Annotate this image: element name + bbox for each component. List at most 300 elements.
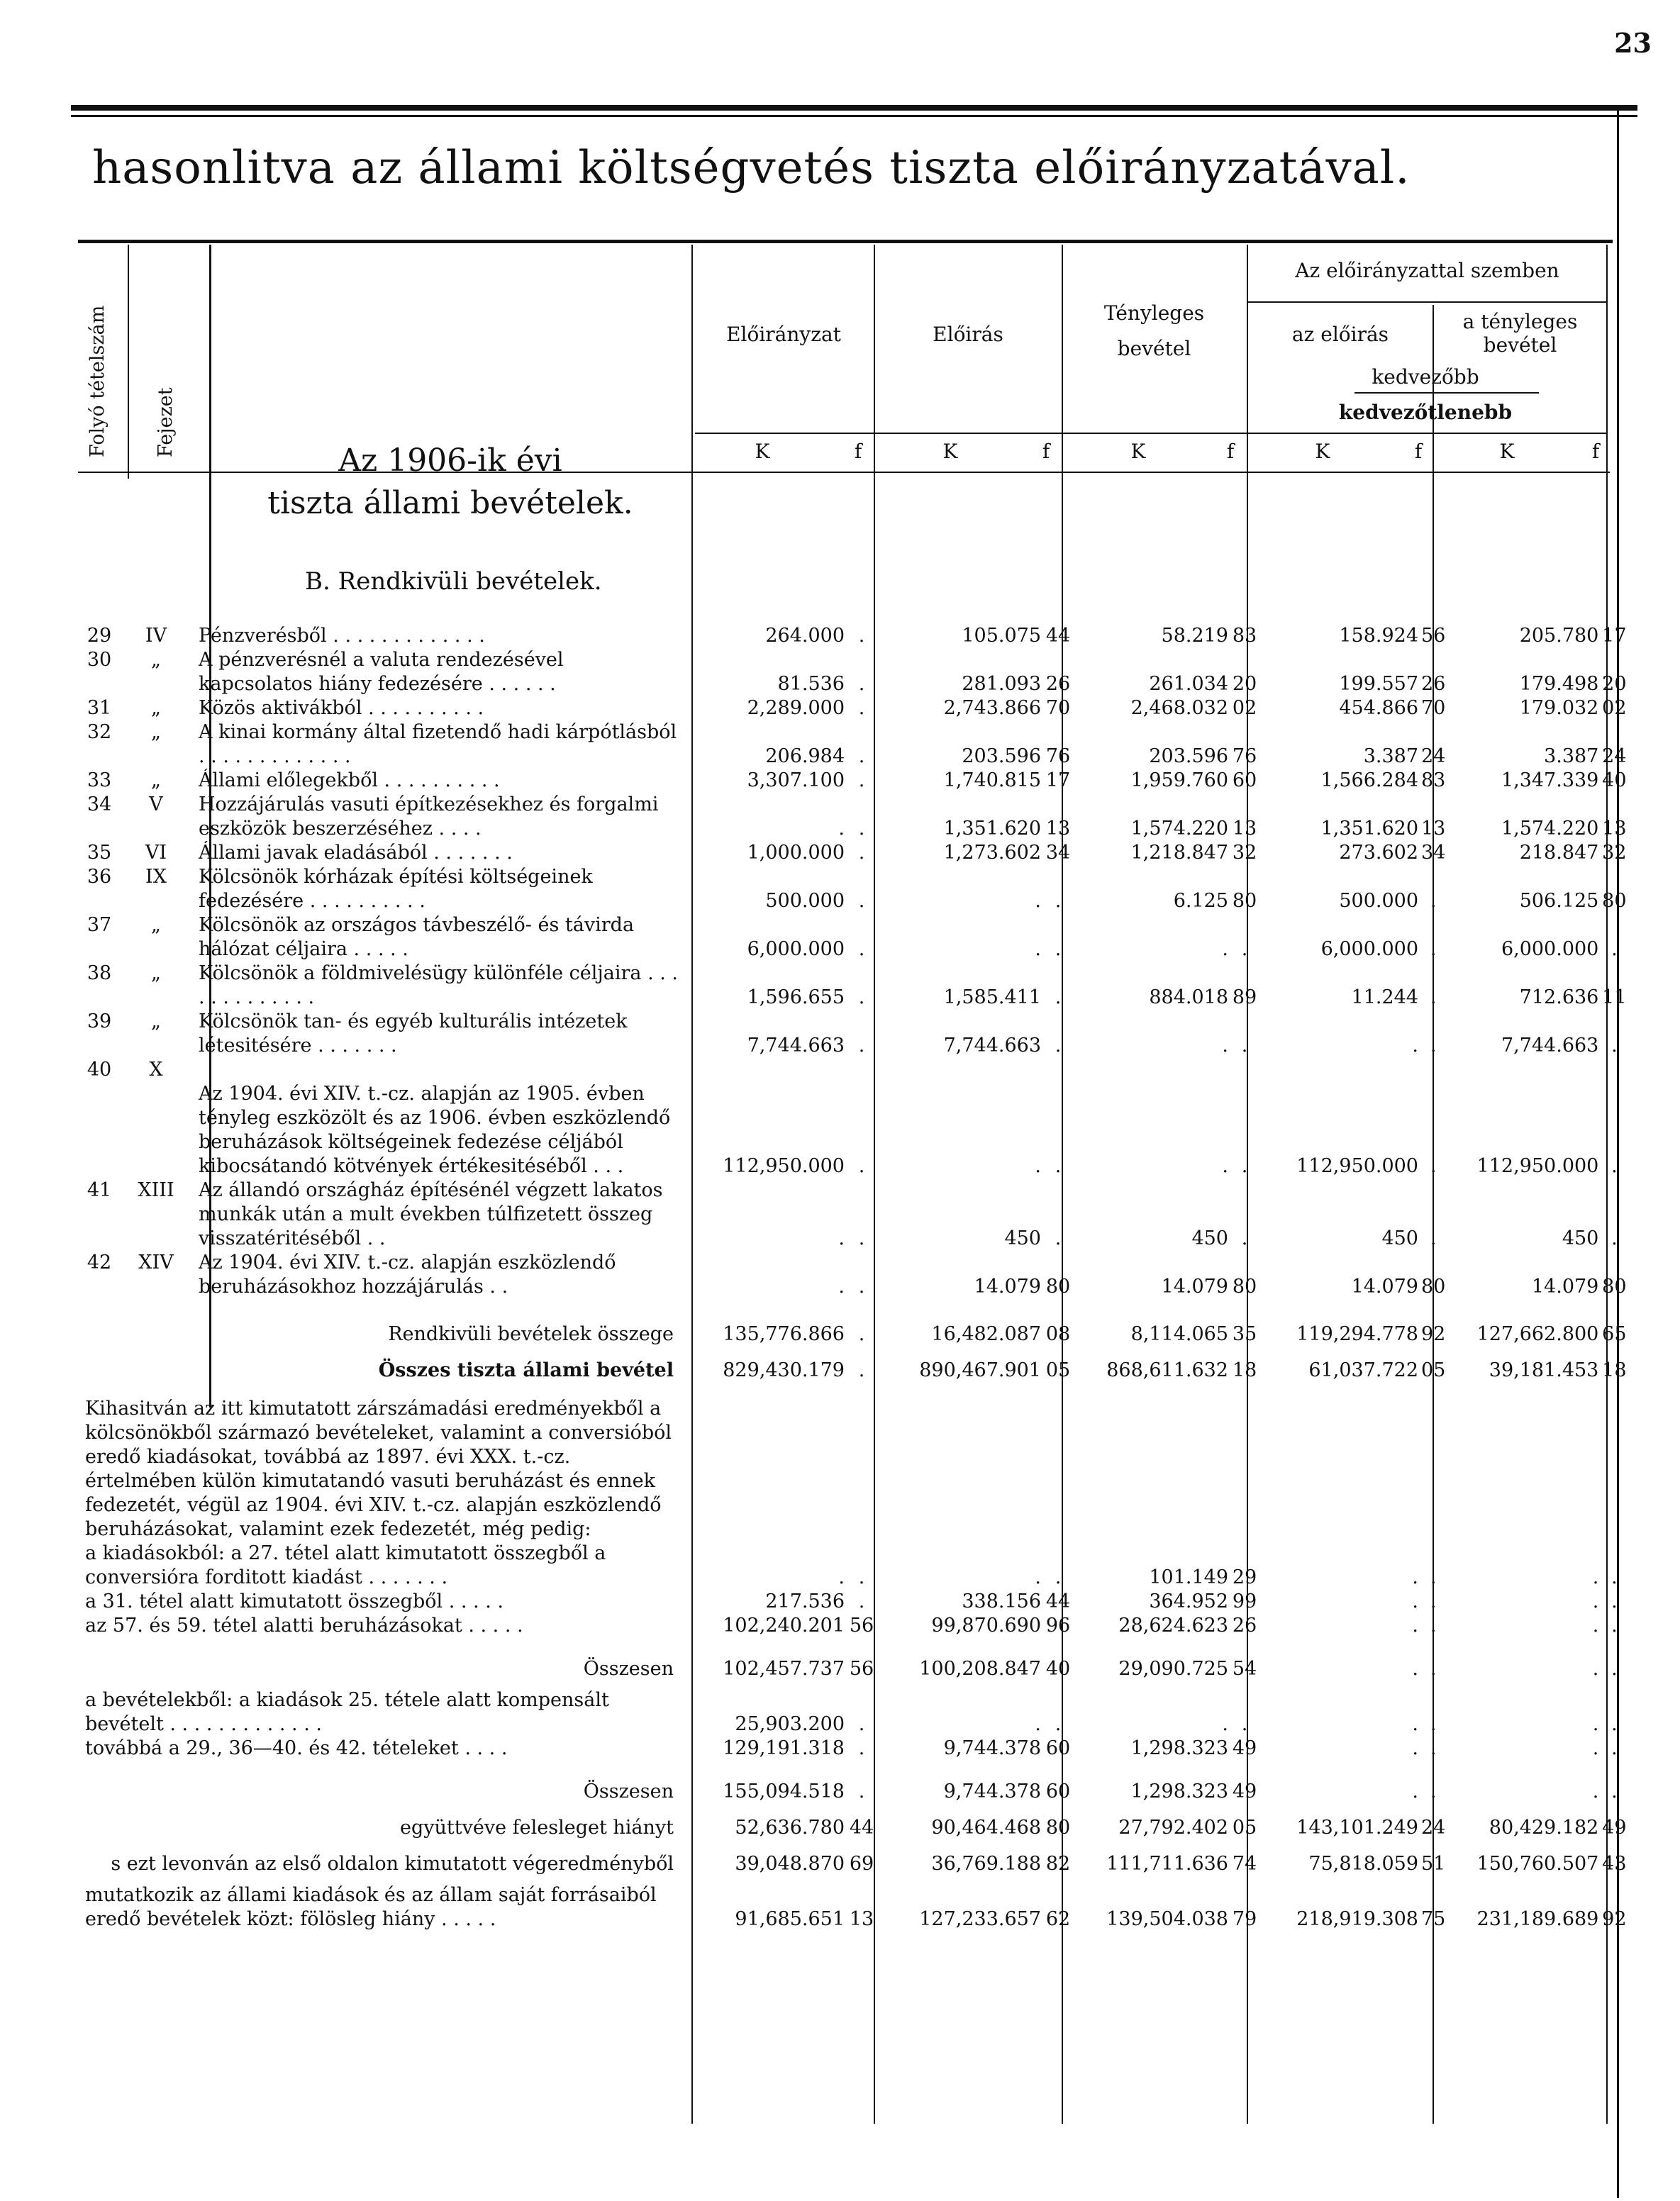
amount-korona: 155,094.518 [723,1781,845,1802]
row-number: 36 [87,866,112,888]
amount-korona: 3.387 [1544,745,1599,767]
unit-k: K [1315,440,1330,463]
page-title: hasonlitva az állami költségvetés tiszta előirányzatával. [92,142,1411,194]
amount-korona: . [1592,1658,1599,1680]
col-header-folyo: Folyó tételszám [87,305,109,457]
row-number: 41 [87,1179,112,1201]
amount-korona: 450 [1381,1227,1418,1249]
unit-f: f [854,440,862,463]
amount-korona: . [1412,1566,1418,1588]
amount-korona: 231,189.689 [1476,1908,1599,1930]
table-row [78,962,1627,1010]
amount-filler: 92 [1421,1323,1446,1345]
row-chapter: VI [145,842,167,864]
amount-filler: 43 [1602,1853,1627,1875]
amount-filler: . [1611,1035,1618,1057]
section-title: tiszta állami bevételek. [267,485,633,521]
summary-label: Rendkivüli bevételek összege [388,1323,674,1345]
amount-korona: 16,482.087 [931,1323,1041,1345]
amount-korona: 61,037.722 [1308,1359,1418,1381]
group-rule [1248,301,1606,303]
amount-filler: . [1611,1590,1618,1612]
amount-korona: 712.636 [1519,986,1599,1008]
total-row [78,1347,1627,1383]
amount-filler: 80 [1421,1276,1446,1298]
unit-k: K [1499,440,1515,463]
row-description: A pénzverésnél a valuta rendezésével kapcsolatos hiány fedezésére . . . . . . [199,649,564,695]
amount-filler: 70 [1045,697,1071,719]
amount-korona: 99,870.690 [931,1615,1041,1637]
amount-korona: . [1222,1155,1228,1177]
amount-filler: 49 [1232,1737,1257,1759]
notes-intro-row [78,1397,1627,1542]
amount-filler: . [858,1359,865,1381]
spacer-cell [78,1383,1627,1397]
amount-korona: 829,430.179 [723,1359,845,1381]
row-description: Az 1904. évi XIV. t.-cz. alapján az 1905. évben tényleg eszközölt és az 1906. évben eszközlendő beruházások költségeinek fedezése céljából kibocsátandó kötvények értékesitéséből . . . [199,1083,671,1177]
amount-filler: . [858,1323,865,1345]
amount-filler: . [1430,938,1437,960]
amount-korona: 25,903.200 [735,1713,845,1735]
kedvezotlenebb-label: kedvezőtlenebb [1338,401,1513,424]
amount-korona: 1,273.602 [943,842,1041,864]
amount-korona: . [1035,1155,1041,1177]
subsection-title: B. Rendkivüli bevételek. [305,567,602,596]
row-number: 33 [87,769,112,791]
empty-cell [1231,1397,1258,1542]
summary-label: a kiadásokból: a 27. tétel alatt kimutatott összegből a conversióra forditott kiadást . . . . . . . [85,1542,606,1588]
summary-label: Összes tiszta állami bevétel [378,1359,674,1381]
amount-filler: . [858,673,865,695]
empty-cell [1601,1397,1627,1542]
amount-filler: . [858,986,865,1008]
amount-korona: 500.000 [765,890,845,912]
summary-label: Összesen [583,1658,674,1680]
kedvezobb-rule [1354,392,1539,394]
levonvan-row [78,1840,1627,1876]
amount-filler: . [858,1566,865,1588]
amount-filler: 13 [1232,818,1257,840]
amount-filler: 29 [1232,1566,1257,1588]
amount-korona: 1,351.620 [1320,818,1418,840]
amount-filler: 60 [1232,769,1257,791]
table-row [78,865,1627,913]
col-header-eloiras: Előirás [933,323,1003,346]
amount-filler: 34 [1045,842,1071,864]
row-number: 37 [87,914,112,936]
amount-korona: 28,624.623 [1118,1615,1228,1637]
spacer-cell [78,1876,1627,1883]
amount-korona: 500.000 [1339,890,1418,912]
spacer-cell [78,1761,1627,1768]
amount-korona: 890,467.901 [919,1359,1041,1381]
amount-korona: . [1412,1035,1418,1057]
amount-filler: . [858,1713,865,1735]
amount-korona: . [1592,1781,1599,1802]
amount-korona: 217.536 [765,1590,845,1612]
amount-filler: . [1430,1227,1437,1249]
col-header-fejezet: Fejezet [155,387,177,457]
amount-filler: 20 [1602,673,1627,695]
table-row [78,648,1627,696]
row-chapter: „ [151,1010,161,1032]
amount-filler: 13 [849,1908,874,1930]
amount-korona: . [1412,1713,1418,1735]
revenue-table [78,624,1627,1932]
amount-korona: 90,464.468 [931,1817,1041,1839]
amount-filler: . [1430,986,1437,1008]
unit-rule [695,433,1606,434]
amount-filler: 13 [1045,818,1071,840]
bevetel-row [78,1688,1627,1737]
row-description: Az állandó országház építésénél végzett lakatos munkák után a mult években túlfizetett összeg visszatéritéséből . . [199,1179,663,1249]
amount-korona: 119,294.778 [1296,1323,1418,1345]
header-top-rule [78,240,1613,243]
amount-korona: 75,818.059 [1308,1853,1418,1875]
amount-filler: 40 [1602,769,1627,791]
amount-korona: 2,289.000 [747,697,845,719]
amount-filler: 79 [1232,1908,1257,1930]
amount-korona: 179.032 [1519,697,1599,719]
mutatkozik-row [78,1883,1627,1932]
amount-korona: 1,574.220 [1501,818,1599,840]
amount-filler: . [1611,1615,1618,1637]
amount-filler: . [1430,1035,1437,1057]
amount-filler: 82 [1045,1853,1071,1875]
amount-korona: 3.387 [1363,745,1418,767]
col-group-header: Az előirányzattal szemben [1295,259,1559,282]
amount-korona: . [1035,938,1041,960]
amount-filler: . [858,1035,865,1057]
row-description: Állami előlegekből . . . . . . . . . . [199,769,500,791]
row-description: A kinai kormány által fizetendő hadi kárpótlásból . . . . . . . . . . . . . [199,721,677,767]
amount-filler: 26 [1232,1615,1257,1637]
row-description: Kölcsönök kórházak építési költségeinek fedezésére . . . . . . . . . . [199,866,593,912]
amount-korona: 1,596.655 [747,986,845,1008]
amount-filler: 60 [1045,1737,1071,1759]
amount-filler: 26 [1045,673,1071,695]
amount-korona: 450 [1191,1227,1228,1249]
amount-korona: 2,743.866 [943,697,1041,719]
empty-cell [1044,1397,1072,1542]
row-number: 35 [87,842,112,864]
amount-korona: 1,347.339 [1501,769,1599,791]
amount-korona: 203.596 [962,745,1041,767]
amount-filler: 02 [1602,697,1627,719]
amount-filler: 80 [1045,1817,1071,1839]
table-row [78,793,1627,841]
amount-korona: 14.079 [1351,1276,1418,1298]
amount-filler: . [1055,1713,1062,1735]
amount-filler: . [858,1227,865,1249]
amount-korona: 143,101.249 [1296,1817,1418,1839]
amount-korona: 29,090.725 [1118,1658,1228,1680]
amount-korona: 454.866 [1339,697,1418,719]
amount-filler: . [1430,1566,1437,1588]
row-description: Kölcsönök az országos távbeszélő- és távirda hálózat céljaira . . . . . [199,914,635,960]
row-description: Kölcsönök tan- és egyéb kulturális intézetek létesitésére . . . . . . . [199,1010,628,1057]
amount-korona: 281.093 [962,673,1041,695]
amount-filler: . [858,1276,865,1298]
amount-korona: 9,744.378 [943,1737,1041,1759]
amount-filler: 26 [1421,673,1446,695]
amount-filler: 49 [1602,1817,1627,1839]
amount-filler: 65 [1602,1323,1627,1345]
row-description: Állami javak eladásából . . . . . . . [199,842,513,864]
amount-korona: . [838,1227,845,1249]
amount-korona: 179.498 [1519,673,1599,695]
row-number: 32 [87,721,112,743]
amount-korona: 1,298.323 [1130,1737,1228,1759]
amount-korona: 8,114.065 [1130,1323,1228,1345]
amount-filler: . [1055,1566,1062,1588]
amount-korona: 14.079 [1531,1276,1599,1298]
amount-filler: 76 [1045,745,1071,767]
row-number: 38 [87,962,112,984]
spacer-row [78,1681,1627,1688]
row-chapter: „ [151,697,161,719]
spacer-row [78,1383,1627,1397]
unit-f: f [1414,440,1423,463]
amount-filler: . [858,625,865,647]
amount-filler: 18 [1232,1359,1257,1381]
amount-filler: 70 [1421,697,1446,719]
amount-filler: 08 [1045,1323,1071,1345]
empty-cell [681,1397,847,1542]
amount-filler: 20 [1232,673,1257,695]
amount-filler: 80 [1602,1276,1627,1298]
amount-korona: 206.984 [765,745,845,767]
empty-cell [1421,1397,1445,1542]
amount-filler: 44 [1045,625,1071,647]
amount-korona: . [1412,1590,1418,1612]
row-number: 40 [87,1059,112,1081]
row-chapter: IX [145,866,167,888]
amount-korona: 14.079 [974,1276,1041,1298]
amount-korona: . [1222,938,1228,960]
amount-filler: 17 [1045,769,1071,791]
amount-filler: 24 [1421,1817,1446,1839]
amount-korona: 139,504.038 [1106,1908,1228,1930]
kiadas-row [78,1590,1627,1614]
amount-korona: 127,662.800 [1476,1323,1599,1345]
amount-filler: 69 [849,1853,874,1875]
table-row [78,1058,1627,1178]
amount-korona: . [1222,1713,1228,1735]
osszesen-row [78,1645,1627,1681]
empty-cell [847,1397,876,1542]
amount-korona: 261.034 [1149,673,1228,695]
amount-filler: . [1055,986,1062,1008]
amount-korona: 1,585.411 [943,986,1041,1008]
row-description: Közös aktivákból . . . . . . . . . . [199,697,484,719]
amount-filler: 74 [1232,1853,1257,1875]
row-chapter: IV [145,625,167,647]
page-number: 23 [1614,27,1652,59]
amount-korona: 1,574.220 [1130,818,1228,840]
amount-filler: 32 [1232,842,1257,864]
amount-filler: 54 [1232,1658,1257,1680]
amount-filler: . [858,1155,865,1177]
amount-korona: . [838,1566,845,1588]
table-row [78,1010,1627,1058]
amount-filler: 76 [1232,745,1257,767]
amount-korona: 81.536 [777,673,845,695]
row-number: 30 [87,649,112,671]
amount-korona: . [1592,1590,1599,1612]
unit-k: K [1130,440,1146,463]
amount-korona: . [1035,1566,1041,1588]
table-row [78,1251,1627,1299]
amount-filler: 99 [1232,1590,1257,1612]
amount-korona: 203.596 [1149,745,1228,767]
amount-filler: 80 [1232,1276,1257,1298]
amount-korona: 218,919.308 [1296,1908,1418,1930]
amount-filler: . [1611,1713,1618,1735]
col-header-az-eloiras: az előirás [1291,323,1389,346]
unit-k: K [942,440,958,463]
amount-korona: 450 [1004,1227,1041,1249]
amount-filler: 24 [1602,745,1627,767]
amount-filler: 56 [849,1615,874,1637]
amount-korona: . [838,1276,845,1298]
amount-filler: . [858,938,865,960]
amount-filler: . [1611,1155,1618,1177]
amount-korona: 27,792.402 [1118,1817,1228,1839]
col-header-tenyleges-2: bevétel [1117,337,1191,360]
spacer-row [78,1761,1627,1768]
row-chapter: „ [151,721,161,743]
row-number: 29 [87,625,112,647]
amount-korona: 3,307.100 [747,769,845,791]
total-row [78,1310,1627,1347]
amount-filler: . [1611,938,1618,960]
amount-korona: 1,740.815 [943,769,1041,791]
amount-korona: 1,298.323 [1130,1781,1228,1802]
amount-korona: . [1412,1615,1418,1637]
table-row [78,841,1627,865]
amount-filler: 32 [1602,842,1627,864]
amount-filler: . [1430,1737,1437,1759]
row-chapter: XIII [138,1179,174,1201]
amount-filler: 17 [1602,625,1627,647]
amount-korona: 205.780 [1519,625,1599,647]
summary-label: a bevételekből: a kiadások 25. tétele alatt kompensált bevételt . . . . . . . . . . . . . [85,1689,609,1735]
table-row [78,913,1627,962]
amount-filler: . [1611,1737,1618,1759]
bevetel-row [78,1737,1627,1761]
top-rule-thick [71,105,1637,111]
amount-filler: . [1611,1658,1618,1680]
amount-korona: 105.075 [962,625,1041,647]
amount-korona: 101.149 [1149,1566,1228,1588]
amount-filler: . [1430,1781,1437,1802]
amount-filler: . [1430,1658,1437,1680]
amount-filler: . [1611,1227,1618,1249]
amount-korona: . [1592,1713,1599,1735]
amount-korona: 102,240.201 [723,1615,845,1637]
amount-korona: 1,218.847 [1130,842,1228,864]
amount-korona: 129,191.318 [723,1737,845,1759]
amount-filler: . [1055,1035,1062,1057]
amount-korona: 11.244 [1351,986,1418,1008]
amount-korona: 506.125 [1519,890,1599,912]
amount-filler: 40 [1045,1658,1071,1680]
table-row [78,624,1627,648]
amount-korona: 199.557 [1339,673,1418,695]
row-description: Az 1904. évi XIV. t.-cz. alapján eszközlendő beruházásokhoz hozzájárulás . . [199,1252,616,1298]
unit-f: f [1226,440,1235,463]
amount-filler: 24 [1421,745,1446,767]
amount-korona: 6,000.000 [1501,938,1599,960]
amount-korona: 39,181.453 [1489,1359,1599,1381]
amount-filler: . [1055,938,1062,960]
table-row [78,720,1627,769]
amount-filler: . [1055,1227,1062,1249]
amount-korona: 218.847 [1519,842,1599,864]
summary-label: s ezt levonván az első oldalon kimutatott végeredményből [111,1853,674,1875]
amount-filler: . [858,890,865,912]
unit-k: K [755,440,770,463]
amount-korona: . [1592,1737,1599,1759]
table-row [78,769,1627,793]
amount-filler: 35 [1232,1323,1257,1345]
amount-korona: . [1592,1566,1599,1588]
amount-korona: 273.602 [1339,842,1418,864]
row-number: 39 [87,1010,112,1032]
spacer-cell [78,1638,1627,1645]
egyutt-row [78,1804,1627,1840]
amount-korona: 127,233.657 [919,1908,1041,1930]
amount-korona: 52,636.780 [735,1817,845,1839]
amount-korona: 39,048.870 [735,1853,845,1875]
notes-intro: Kihasitván az itt kimutatott zárszámadási eredményekből a kölcsönökből származó bevételeket, valamint a conversióból eredő kiadásokat, továbbá az 1897. évi XXX. t.-cz. értelmében külön kimutatandó vasuti beruházást és ennek fedezetét, végül az 1904. évi XIV. t.-cz. alapján eszközlendő beruházásokat, valamint ezek fedezetét, még pedig: [85,1398,672,1540]
spacer-row [78,1638,1627,1645]
amount-korona: 338.156 [962,1590,1041,1612]
row-chapter: „ [151,649,161,671]
amount-korona: 1,566.284 [1320,769,1418,791]
amount-filler: 60 [1045,1781,1071,1802]
amount-filler: . [1430,1615,1437,1637]
table-row [78,1178,1627,1251]
amount-filler: 05 [1045,1359,1071,1381]
empty-cell [1258,1397,1421,1542]
amount-filler: 44 [1045,1590,1071,1612]
amount-filler: 83 [1421,769,1446,791]
amount-korona: 9,744.378 [943,1781,1041,1802]
row-chapter: X [149,1059,163,1081]
amount-filler: . [858,842,865,864]
row-number: 42 [87,1252,112,1274]
amount-korona: 14.079 [1161,1276,1228,1298]
spacer-row [78,1299,1627,1310]
amount-filler: . [1055,1155,1062,1177]
row-description: Hozzájárulás vasuti építkezésekhez és forgalmi eszközök beszerzéséhez . . . . [199,793,659,840]
amount-korona: 1,959.760 [1130,769,1228,791]
amount-filler: . [1241,1713,1248,1735]
row-chapter: „ [151,769,161,791]
summary-label: Összesen [583,1781,674,1802]
amount-filler: 89 [1232,986,1257,1008]
amount-filler: 92 [1602,1908,1627,1930]
amount-korona: 1,351.620 [943,818,1041,840]
amount-korona: 80,429.182 [1489,1817,1599,1839]
kiadas-row [78,1542,1627,1590]
summary-label: az 57. és 59. tétel alatti beruházásokat . . . . . [85,1615,523,1637]
spacer-cell [78,1299,1627,1310]
summary-label: mutatkozik az állami kiadások és az állam saját forrásaiból eredő bevételek közt: fölösleg hiány . . . . . [85,1884,657,1930]
amount-filler: 83 [1232,625,1257,647]
